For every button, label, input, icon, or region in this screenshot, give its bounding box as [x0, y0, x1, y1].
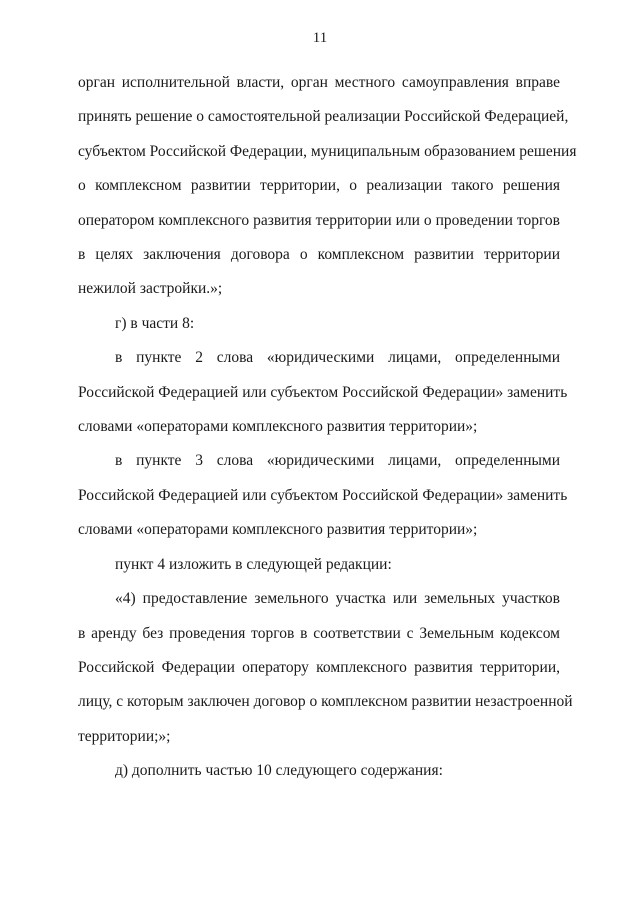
text-line: принять решение о самостоятельной реализации Российской Федерацией, — [78, 108, 569, 126]
text-line: Российской Федерации оператору комплексного развития территории, — [78, 658, 560, 676]
paragraph-point-4-intro — [78, 548, 560, 582]
text-line: орган исполнительной власти, орган местного самоуправления вправе — [78, 74, 560, 91]
text-line: «4) предоставление земельного участка или земельных участков — [115, 590, 560, 608]
text-line: г) в части 8: — [115, 314, 195, 332]
text-line: в пункте 3 слова «юридическими лицами, определенными — [115, 452, 560, 470]
text-line: д) дополнить частью 10 следующего содержания: — [115, 762, 443, 780]
text-line: в целях заключения договора о комплексном развитии территории — [78, 246, 560, 264]
text-line: словами «операторами комплексного развития территории»; — [78, 418, 478, 436]
document-body — [78, 66, 577, 789]
text-line: в пункте 2 слова «юридическими лицами, определенными — [115, 349, 560, 367]
text-line: Российской Федерацией или субъектом Российской Федерации» заменить — [78, 486, 568, 504]
paragraph-item-d — [78, 754, 560, 788]
paragraph-continuation — [78, 66, 577, 307]
text-line: субъектом Российской Федерации, муниципальным образованием решения — [78, 142, 577, 160]
paragraph-point-3 — [78, 444, 568, 547]
page-number: 11 — [312, 30, 328, 46]
text-line: оператором комплексного развития территории или о проведении торгов — [78, 211, 560, 229]
text-line: в аренду без проведения торгов в соответствии с Земельным кодексом — [78, 624, 560, 642]
paragraph-point-2 — [78, 341, 568, 444]
paragraph-item-g — [78, 307, 560, 341]
text-line: словами «операторами комплексного развития территории»; — [78, 521, 478, 539]
text-line: Российской Федерацией или субъектом Российской Федерации» заменить — [78, 383, 568, 401]
text-line: пункт 4 изложить в следующей редакции: — [115, 555, 392, 573]
paragraph-point-4-text — [78, 582, 573, 754]
text-line: нежилой застройки.»; — [78, 280, 223, 298]
text-line: территории;»; — [78, 727, 171, 745]
text-line: о комплексном развитии территории, о реализации такого решения — [78, 177, 560, 195]
text-line: лицу, с которым заключен договор о комплексном развитии незастроенной — [78, 693, 573, 711]
